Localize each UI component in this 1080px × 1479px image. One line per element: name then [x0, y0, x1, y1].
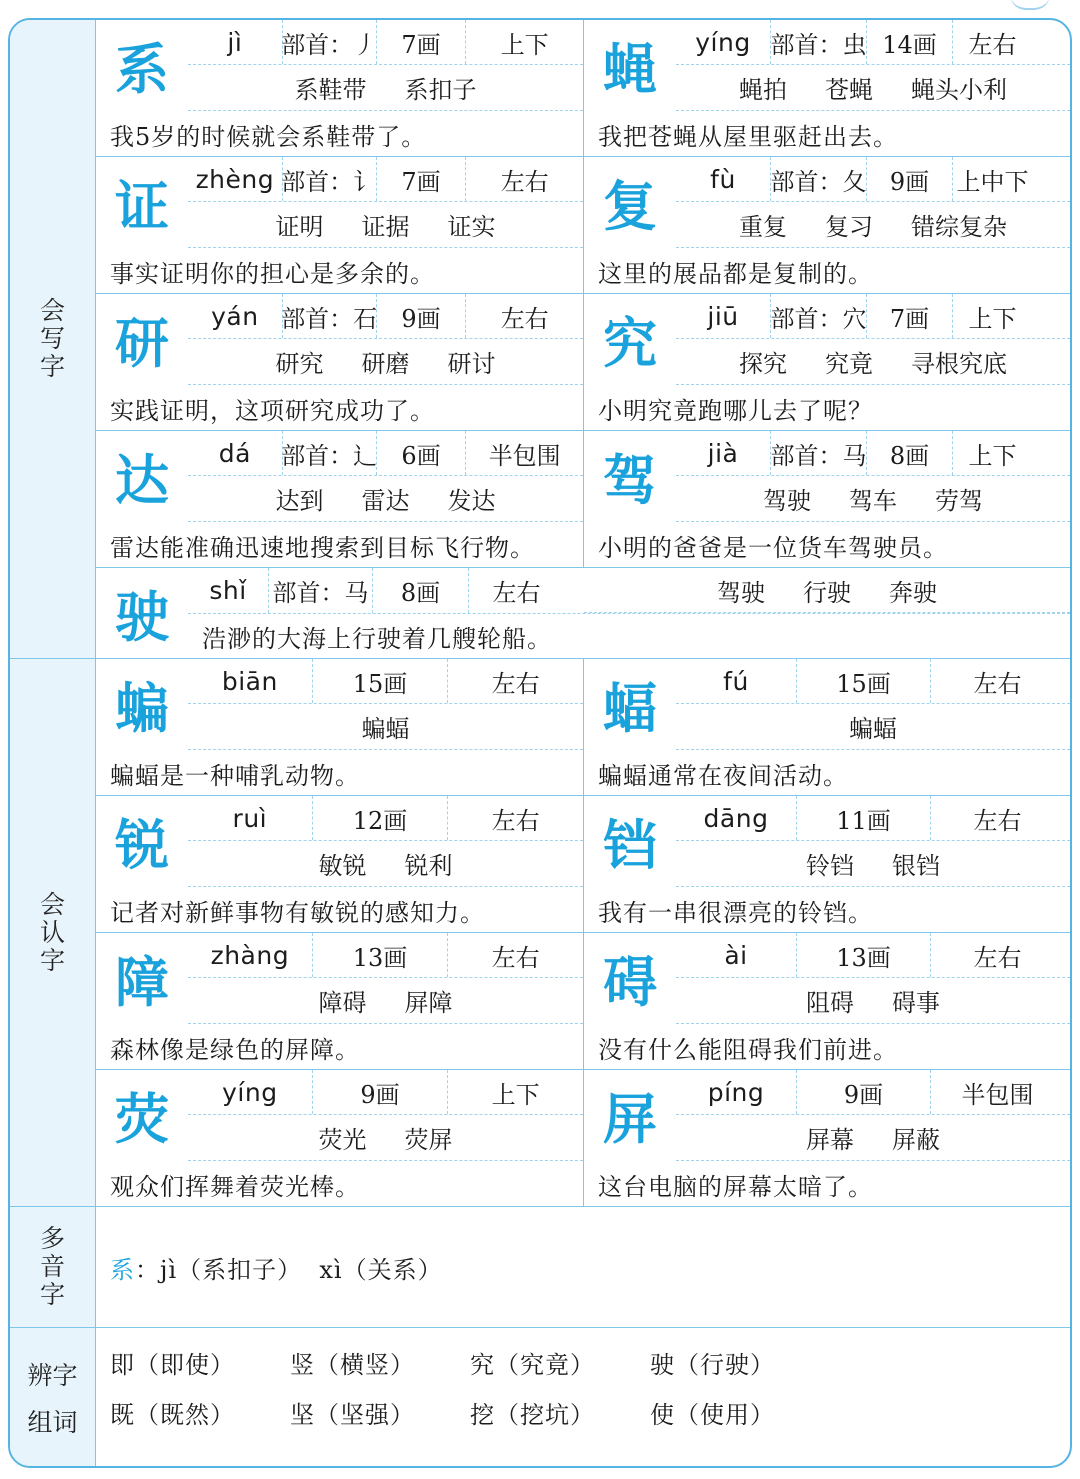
- character-card: [96, 157, 584, 293]
- example-word: 屏幕: [806, 1126, 854, 1154]
- distinguish-item: 即（即使）: [110, 1350, 235, 1379]
- distinguish-item: 使（使用）: [650, 1400, 775, 1429]
- structure-type: 左右: [930, 796, 1064, 840]
- stroke-count: 13画: [312, 933, 448, 977]
- section-label-write: 会 写 字: [10, 20, 96, 658]
- example-word: 蝇拍: [739, 76, 787, 104]
- example-word: 究竟: [825, 350, 873, 378]
- word-examples: [188, 704, 583, 750]
- example-sentence: 浩渺的大海上行驶着几艘轮船。: [202, 624, 552, 653]
- polyphone-char: 系: [110, 1255, 135, 1284]
- big-character: 蝇: [603, 37, 657, 101]
- character-card: [584, 294, 1070, 430]
- example-word: 寻根究底: [911, 350, 1007, 378]
- structure-type: 左右: [468, 568, 564, 613]
- big-character: 证: [115, 174, 169, 238]
- stroke-count: 12画: [312, 796, 448, 840]
- info-line: [676, 294, 1070, 339]
- divider: [188, 613, 1070, 614]
- character-card: [96, 431, 584, 567]
- example-word: 蝙蝠: [361, 715, 410, 743]
- section-label-read: 会 认 字: [10, 659, 96, 1206]
- read-cards-area: [96, 659, 1070, 1206]
- word-examples: [676, 841, 1070, 887]
- example-word: 系鞋带: [294, 76, 367, 104]
- word-examples: [188, 978, 583, 1024]
- character-card: [96, 1070, 584, 1207]
- example-word: 证据: [361, 213, 410, 241]
- example-sentence: 小明的爸爸是一位货车驾驶员。: [598, 533, 948, 562]
- stroke-count: 15画: [312, 659, 448, 703]
- big-character: 蝙: [115, 676, 169, 740]
- example-sentence: 观众们挥舞着荧光棒。: [110, 1172, 360, 1201]
- write-row-single: [96, 568, 1070, 659]
- example-word: 行驶: [803, 578, 851, 607]
- pinyin: yíng: [222, 1077, 278, 1107]
- character-study-sheet: [8, 18, 1072, 1468]
- section-distinguish: [10, 1328, 1070, 1468]
- example-sentence: 没有什么能阻碍我们前进。: [598, 1035, 898, 1064]
- word-examples: [676, 202, 1070, 248]
- example-word: 阻碍: [806, 989, 854, 1017]
- section-read-characters: [10, 659, 1070, 1207]
- character-card: [584, 431, 1070, 567]
- example-sentence: 这里的展品都是复制的。: [598, 259, 873, 288]
- big-character: 究: [603, 311, 657, 375]
- structure-type: 左右: [447, 659, 583, 703]
- radical: 部首：夂: [770, 157, 866, 201]
- example-word: 错综复杂: [911, 213, 1007, 241]
- write-cards-area: [96, 20, 1070, 658]
- example-word: 证实: [447, 213, 496, 241]
- structure-type: 上下: [447, 1070, 583, 1114]
- word-examples: [188, 339, 583, 385]
- example-sentence: 小明究竟跑哪儿去了呢？: [598, 396, 873, 425]
- example-sentence: 我5岁的时候就会系鞋带了。: [110, 122, 427, 151]
- example-word: 锐利: [404, 852, 453, 880]
- read-row: [96, 796, 1070, 933]
- structure-type: 左右: [930, 933, 1064, 977]
- section-write-characters: [10, 20, 1070, 659]
- example-word: 劳驾: [935, 487, 983, 515]
- stroke-count: 7画: [376, 157, 466, 201]
- structure-type: 半包围: [465, 431, 583, 475]
- character-card: [96, 20, 584, 156]
- word-examples: [584, 568, 1070, 613]
- info-line: [676, 659, 1070, 704]
- pinyin: jiū: [707, 301, 739, 331]
- section-polyphone: [10, 1207, 1070, 1328]
- example-sentence: 蝙蝠是一种哺乳动物。: [110, 761, 360, 790]
- word-examples: [188, 65, 583, 111]
- example-word: 重复: [739, 213, 787, 241]
- big-character: 研: [115, 311, 169, 375]
- stroke-count: 13画: [796, 933, 930, 977]
- structure-type: 上中下: [952, 157, 1032, 201]
- info-line: [676, 1070, 1070, 1115]
- character-card: [584, 796, 1070, 932]
- section-label-polyphone: 多 音 字: [10, 1207, 96, 1327]
- radical: 部首：虫: [770, 20, 866, 64]
- structure-type: 左右: [447, 796, 583, 840]
- stroke-count: 7画: [866, 294, 952, 338]
- example-sentence: 森林像是绿色的屏障。: [110, 1035, 360, 1064]
- word-examples: [676, 339, 1070, 385]
- structure-type: 上下: [465, 20, 583, 64]
- stroke-count: 14画: [866, 20, 952, 64]
- structure-type: 上下: [952, 431, 1032, 475]
- radical: 部首：讠: [282, 157, 376, 201]
- info-line: [188, 568, 582, 613]
- corner-swirl-decoration: [1010, 0, 1050, 10]
- character-card: [584, 933, 1070, 1069]
- example-word: 研磨: [361, 350, 410, 378]
- example-word: 苍蝇: [825, 76, 873, 104]
- word-examples: [188, 841, 583, 887]
- example-sentence: 记者对新鲜事物有敏锐的感知力。: [110, 898, 485, 927]
- stroke-count: 7画: [376, 20, 466, 64]
- pinyin: jià: [707, 438, 739, 468]
- example-word: 驾驶: [717, 578, 765, 607]
- pinyin: fú: [723, 666, 749, 696]
- big-character: 驶: [115, 585, 169, 649]
- example-word: 研究: [275, 350, 324, 378]
- example-word: 复习: [825, 213, 873, 241]
- structure-type: 左右: [447, 933, 583, 977]
- example-word: 障碍: [318, 989, 367, 1017]
- distinguish-item: 既（既然）: [110, 1400, 235, 1429]
- stroke-count: 15画: [796, 659, 930, 703]
- example-word: 银铛: [892, 852, 940, 880]
- distinguish-item: 竖（横竖）: [290, 1350, 415, 1379]
- radical: 部首：石: [282, 294, 376, 338]
- example-word: 蝙蝠: [849, 715, 897, 743]
- stroke-count: 9画: [866, 157, 952, 201]
- example-word: 屏蔽: [892, 1126, 940, 1154]
- word-examples: [676, 704, 1070, 750]
- big-character: 复: [603, 174, 657, 238]
- polyphone-readings: ：jì（系扣子） xì（关系）: [135, 1255, 443, 1284]
- example-word: 屏障: [404, 989, 453, 1017]
- info-line: [188, 294, 583, 339]
- pinyin: zhàng: [210, 940, 290, 970]
- info-line: [676, 157, 1070, 202]
- big-character: 障: [115, 950, 169, 1014]
- distinguish-item: 挖（挖坑）: [470, 1400, 595, 1429]
- example-word: 发达: [447, 487, 496, 515]
- pinyin: jì: [227, 27, 243, 57]
- word-examples: [676, 978, 1070, 1024]
- example-word: 碍事: [892, 989, 940, 1017]
- stroke-count: 6画: [376, 431, 466, 475]
- info-line: [676, 431, 1070, 476]
- info-line: [188, 157, 583, 202]
- pinyin: biān: [221, 666, 278, 696]
- stroke-count: 8画: [866, 431, 952, 475]
- example-word: 探究: [739, 350, 787, 378]
- example-word: 雷达: [361, 487, 410, 515]
- big-character: 达: [115, 448, 169, 512]
- read-row: [96, 659, 1070, 796]
- example-word: 铃铛: [806, 852, 854, 880]
- example-sentence: 蝙蝠通常在夜间活动。: [598, 761, 848, 790]
- section-label-distinguish: 辨字 组词: [10, 1328, 96, 1468]
- pinyin: ruì: [232, 803, 268, 833]
- pinyin: dá: [218, 438, 251, 468]
- word-examples: [676, 65, 1070, 111]
- big-character: 碍: [603, 950, 657, 1014]
- info-line: [188, 659, 583, 704]
- example-sentence: 我把苍蝇从屋里驱赶出去。: [598, 122, 898, 151]
- structure-type: 左右: [952, 20, 1032, 64]
- pinyin: zhèng: [195, 164, 275, 194]
- pinyin: yíng: [695, 27, 751, 57]
- character-card: [96, 294, 584, 430]
- stroke-count: 9画: [376, 294, 466, 338]
- example-word: 荧光: [318, 1126, 367, 1154]
- distinguish-item: 驶（行驶）: [650, 1350, 775, 1379]
- radical: 部首：丿: [282, 20, 376, 64]
- character-card: [584, 1070, 1070, 1207]
- example-word: 系扣子: [404, 76, 477, 104]
- radical: 部首：马: [770, 431, 866, 475]
- stroke-count: 8画: [372, 568, 468, 613]
- character-card: [96, 933, 584, 1069]
- character-card: [96, 659, 584, 795]
- big-character: 锐: [115, 813, 169, 877]
- word-examples: [188, 1115, 583, 1161]
- character-card: [584, 20, 1070, 156]
- pinyin: ài: [724, 940, 748, 970]
- read-row: [96, 1070, 1070, 1207]
- example-word: 驾车: [849, 487, 897, 515]
- info-line: [676, 796, 1070, 841]
- polyphone-line: [110, 1207, 443, 1327]
- structure-type: 左右: [465, 294, 583, 338]
- example-word: 驾驶: [763, 487, 811, 515]
- radical: 部首：马: [268, 568, 372, 613]
- word-examples: [188, 476, 583, 522]
- structure-type: 左右: [465, 157, 583, 201]
- example-sentence: 实践证明，这项研究成功了。: [110, 396, 435, 425]
- structure-type: 左右: [930, 659, 1064, 703]
- example-sentence: 雷达能准确迅速地搜索到目标飞行物。: [110, 533, 535, 562]
- word-examples: [676, 1115, 1070, 1161]
- big-character: 系: [115, 37, 169, 101]
- pinyin: yán: [211, 301, 259, 331]
- big-character: 铛: [603, 813, 657, 877]
- example-sentence: 事实证明你的担心是多余的。: [110, 259, 435, 288]
- write-row: [96, 157, 1070, 294]
- info-line: [188, 933, 583, 978]
- write-row: [96, 431, 1070, 568]
- word-examples: [676, 476, 1070, 522]
- distinguish-item: 究（究竟）: [470, 1350, 595, 1379]
- write-row: [96, 20, 1070, 157]
- info-line: [188, 431, 583, 476]
- big-character: 屏: [603, 1087, 657, 1151]
- structure-type: 半包围: [930, 1070, 1064, 1114]
- info-line: [676, 20, 1070, 65]
- pinyin: shǐ: [209, 576, 247, 605]
- example-word: 蝇头小利: [911, 76, 1007, 104]
- distinguish-item: 坚（坚强）: [290, 1400, 415, 1429]
- example-word: 敏锐: [318, 852, 367, 880]
- stroke-count: 11画: [796, 796, 930, 840]
- example-word: 研讨: [447, 350, 496, 378]
- stroke-count: 9画: [796, 1070, 930, 1114]
- word-examples: [188, 202, 583, 248]
- pinyin: píng: [707, 1077, 765, 1107]
- read-row: [96, 933, 1070, 1070]
- example-sentence: 我有一串很漂亮的铃铛。: [598, 898, 873, 927]
- stroke-count: 9画: [312, 1070, 448, 1114]
- pinyin: fù: [710, 164, 736, 194]
- radical: 部首：穴: [770, 294, 866, 338]
- character-card: [96, 796, 584, 932]
- write-row: [96, 294, 1070, 431]
- pinyin: dāng: [703, 803, 769, 833]
- example-word: 证明: [275, 213, 324, 241]
- example-word: 奔驶: [889, 578, 937, 607]
- info-line: [188, 796, 583, 841]
- structure-type: 上下: [952, 294, 1032, 338]
- character-card: [584, 659, 1070, 795]
- info-line: [676, 933, 1070, 978]
- big-character: 驾: [603, 448, 657, 512]
- info-line: [188, 20, 583, 65]
- big-character: 蝠: [603, 676, 657, 740]
- example-word: 达到: [275, 487, 324, 515]
- example-sentence: 这台电脑的屏幕太暗了。: [598, 1172, 873, 1201]
- info-line: [188, 1070, 583, 1115]
- example-word: 荧屏: [404, 1126, 453, 1154]
- character-card: [584, 157, 1070, 293]
- big-character: 荧: [115, 1087, 169, 1151]
- radical: 部首：辶: [282, 431, 376, 475]
